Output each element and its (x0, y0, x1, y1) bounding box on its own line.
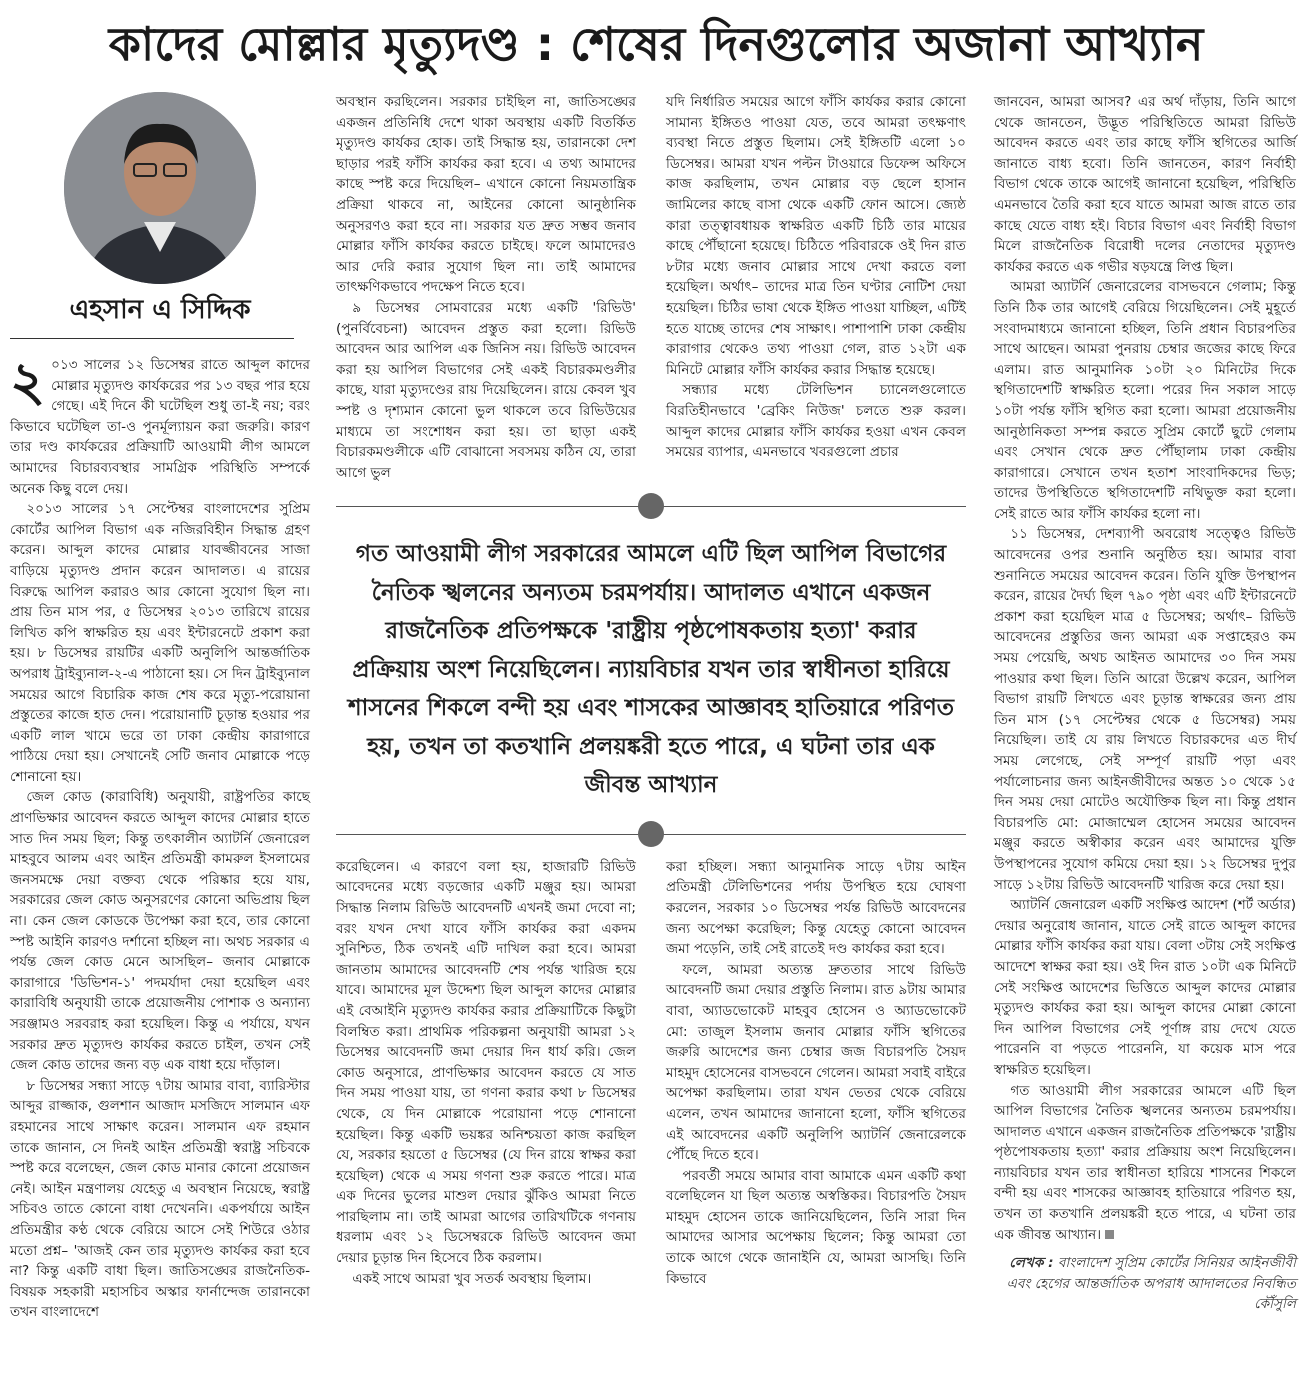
paragraph: যদি নির্ধারিত সময়ের আগে ফাঁসি কার্যকর করার কোনো সামান্য ইঙ্গিতও পাওয়া যেত, তবে আমরা তৎক্ষণাৎ ব্যবস্থা নিতে প্রস্তুত ছিলাম। সেই ইঙ্গিতটি এলো ১০ ডিসেম্বর। আমরা যখন পল্টন টাওয়ারে ডিফেন্স অফিসে কাজ করছিলাম, তখন মোল্লার বড় ছেলে হাসান জামিলের কাছে বাসা থেকে একটি ফোন আসে। জ্যেষ্ঠ কারা তত্ত্বাবধায়ক স্বাক্ষরিত একটি চিঠি তার মায়ের কাছে পৌঁছানো হয়েছে। চিঠিতে পরিবারকে ওই দিন রাত ৮টার মধ্যে জনাব মোল্লার সাথে দেখা করতে বলা হয়েছিল। অর্থাৎ– তাদের মাত্র তিন ঘণ্টার নোটিশ দেয়া হয়েছিল। চিঠির ভাষা থেকে ইঙ্গিত পাওয়া যাচ্ছিল, এটিই হতে যাচ্ছে তাদের শেষ সাক্ষাৎ। পাশাপাশি ঢাকা কেন্দ্রীয় কারাগার থেকেও তথ্য পাওয়া গেল, রাত ১২টা এক মিনিটে মোল্লার ফাঁসি কার্যকর করার সিদ্ধান্ত হয়েছে। (666, 94, 966, 378)
author-divider (10, 338, 294, 339)
column-3-bottom (666, 857, 966, 1289)
column-2-bottom (336, 857, 636, 1289)
paragraph: ফলে, আমরা অত্যন্ত দ্রুততার সাথে রিভিউ আবেদনটি জমা দেয়ার প্রস্তুতি নিলাম। রাত ৯টায় আমার বাবা, অ্যাডভোকেট মাহবুব হোসেন ও অ্যাডভোকেট মো: তাজুল ইসলাম জনাব মোল্লার ফাঁসি স্থগিতের জরুরি আদেশের জন্য চেম্বার জজ বিচারপতি সৈয়দ মাহমুদ হোসেনের বাসভবনে গেলেন। আমরা সবাই বাইরে অপেক্ষা করছিলাম। তারা যখন ভেতর থেকে বেরিয়ে এলেন, তখন আমাদের জানানো হলো, ফাঁসি স্থগিতের এই আবেদনের একটি অনুলিপি অ্যাটর্নি জেনারেলকে পৌঁছে দিতে হবে। (666, 961, 966, 1164)
drop-cap: ২ (10, 350, 46, 413)
paragraph: সন্ধ্যার মধ্যে টেলিভিশন চ্যানেলগুলোতে বিরতিহীনভাবে 'ব্রেকিং নিউজ' চলতে শুরু করল। আব্দুল কাদের মোল্লার ফাঁসি কার্যকর হওয়া এখন কেবল সময়ের ব্যাপার, এমনভাবে খবরগুলো প্রচার (666, 382, 966, 461)
paragraph: একই সাথে আমরা খুব সতর্ক অবস্থায় ছিলাম। (352, 1270, 592, 1287)
quote-divider-bottom (336, 821, 966, 847)
paragraph: ১১ ডিসেম্বর, দেশব্যাপী অবরোধ সত্ত্বেও রিভিউ আবেদনের ওপর শুনানি অনুষ্ঠিত হয়। আমার বাবা শুনানিতে সময়ের আবেদন করেন। তিনি যুক্তি উপস্থাপন করেন, রায়ের দৈর্ঘ্য ছিল ৭৯০ পৃষ্ঠা এবং এটি ইন্টারনেটে প্রকাশ করা হয়েছিল মাত্র ৫ ডিসেম্বর; অর্থাৎ– রিভিউ আবেদনের প্রস্তুতির জন্য আমরা এক সপ্তাহেরও কম সময় পেয়েছি, অথচ আইনত আমাদের ৩০ দিন সময় পাওয়ার কথা ছিল। তিনি আরো উল্লেখ করেন, আপিল বিভাগ রায়টি লিখতে এবং চূড়ান্ত স্বাক্ষরের জন্য প্রায় তিন মাস (১৭ সেপ্টেম্বর থেকে ৫ ডিসেম্বর) সময় নিয়েছিল। তাই যে রায় লিখতে বিচারকদের এত দীর্ঘ সময় লেগেছে, সেই সম্পূর্ণ রায়টি পড়া এবং পর্যালোচনার জন্য আইনজীবীদের অন্তত ১০ থেকে ১৫ দিন সময় দেয়া মোটেও অযৌক্তিক ছিল না। কিন্তু প্রধান বিচারপতি মো: মোজাম্মেল হোসেন সময়ের আবেদন মঞ্জুর করতে অস্বীকার করেন এবং আমাদের যুক্তি উপস্থাপনের সুযোগ কমিয়ে দেয়া হয়। ১২ ডিসেম্বর দুপুর সাড়ে ১২টায় রিভিউ আবেদনটি খারিজ করে দেয়া হয়। (994, 526, 1296, 893)
end-mark-icon (1105, 1230, 1114, 1239)
paragraph: আমরা অ্যাটর্নি জেনারেলের বাসভবনে গেলাম; কিন্তু তিনি ঠিক তার আগেই বেরিয়ে গিয়েছিলেন। সেই মুহূর্তে সংবাদমাধ্যমে জানানো হচ্ছিল, তিনি প্রধান বিচারপতির সাথে আছেন। আমরা পুনরায় চেম্বার জজের কাছে ফিরে এলাম। রাত আনুমানিক ১০টা ২০ মিনিটের দিকে স্থগিতাদেশটি স্বাক্ষরিত হলো। পরের দিন সকাল সাড়ে ১০টা পর্যন্ত ফাঁসি স্থগিত করা হলো। আমরা প্রয়োজনীয় আনুষ্ঠানিকতা সম্পন্ন করতে সুপ্রিম কোর্টে ছুটে গেলাম এবং সেখান থেকে দ্রুত পৌঁছালাম ঢাকা কেন্দ্রীয় কারাগারে। সেখানে তখন হতাশ সাংবাদিকদের ভিড়; তাদের উপস্থিতিতে স্থগিতাদেশটি নথিভুক্ত করা হলো। সেই রাতে আর ফাঁসি কার্যকর হলো না। (994, 279, 1296, 522)
paragraph: জানবেন, আমরা আসব? এর অর্থ দাঁড়ায়, তিনি আগে থেকে জানতেন, উদ্ভূত পরিস্থিতিতে আমরা রিভিউ আবেদন করতে এবং তার কাছে ফাঁসি স্থগিতের আর্জি জানাতে বাধ্য হবো। তিনি জানতেন, কারণ নির্বাহী বিভাগ থেকে তাকে আগেই জানানো হয়েছিল, পরিস্থিতি এমনভাবে তৈরি করা হবে যাতে আমরা আজ রাতে তার কাছে যেতে বাধ্য হই। বিচার বিভাগ এবং নির্বাহী বিভাগ মিলে রাজনৈতিক বিরোধী দলের নেতাদের মৃত্যুদণ্ড কার্যকর করতে এক গভীর ষড়যন্ত্রে লিপ্ত ছিল। (994, 94, 1296, 275)
quote-dot-top (638, 493, 664, 519)
middle-bottom-row (336, 857, 966, 1289)
paragraph: ২০১৩ সালের ১৭ সেপ্টেম্বর বাংলাদেশের সুপ্রিম কোর্টের আপিল বিভাগ এক নজিরবিহীন সিদ্ধান্ত গ্রহণ করেন। আব্দুল কাদের মোল্লার যাবজ্জীবনের সাজা বাড়িয়ে মৃত্যুদণ্ড প্রদান করেন আদালত। এ রায়ের বিরুদ্ধে আপিল করারও আর কোনো সুযোগ ছিল না। প্রায় তিন মাস পর, ৫ ডিসেম্বর ২০১৩ তারিখে রায়ের লিখিত কপি স্বাক্ষরিত হয় এবং ইন্টারনেটে প্রকাশ করা হয়। ৮ ডিসেম্বর রায়টির একটি অনুলিপি আন্তর্জাতিক অপরাধ ট্রাইব্যুনাল-২-এ পাঠানো হয়। সে দিন ট্রাইব্যুনাল সময়ের আগে বিচারিক কাজ শেষ করে মৃত্যু-পরোয়ানা প্রস্তুতের কাজে হাত দেন। পরোয়ানাটি চূড়ান্ত হওয়ার পর একটি লাল খামে ভরে তা ঢাকা কেন্দ্রীয় কারাগারে পাঠিয়ে দেয়া হয়। সেখানেই সেটি জনাব মোল্লাকে পড়ে শোনানো হয়। (10, 501, 310, 785)
paragraph: ২ ০১৩ সালের ১২ ডিসেম্বর রাতে আব্দুল কাদের মোল্লার মৃত্যুদণ্ড কার্যকরের পর ১৩ বছর পার হয়ে গেছে। এই দিনে কী ঘটেছিল শুধু তা-ই নয়; বরং কিভাবে ঘটেছিল তা-ও পুনর্মূল্যায়ন করা জরুরি। কারণ তার দণ্ড কার্যকরের প্রক্রিয়াটি আওয়ামী লীগ আমলে আমাদের বিচারব্যবস্থার সামগ্রিক পরিস্থিতি সম্পর্কে অনেক কিছু বলে দেয়। (10, 350, 310, 497)
paragraph: গত আওয়ামী লীগ সরকারের আমলে এটি ছিল আপিল বিভাগের নৈতিক স্খলনের অন্যতম চরমপর্যায়। আদালত এখানে একজন রাজনৈতিক প্রতিপক্ষকে 'রাষ্ট্রীয় পৃষ্ঠপোষকতায় হত্যা' করার প্রক্রিয়ায় অংশ নিয়েছিলেন। ন্যায়বিচার যখন তার স্বাধীনতা হারিয়ে শাসনের শিকলে বন্দী হয় এবং শাসকের আজ্ঞাবহ হাতিয়ারে পরিণত হয়, তখন তা কতখানি প্রলয়ঙ্করী হতে পারে, এ ঘটনা তার এক জীবন্ত আখ্যান। (994, 1082, 1296, 1243)
byline-label: লেখক : (1009, 1255, 1054, 1272)
middle-top-row (336, 92, 966, 483)
column-2-top (336, 92, 636, 483)
byline-text: বাংলাদেশ সুপ্রিম কোর্টের সিনিয়র আইনজীবী এবং হেগের আন্তর্জাতিক অপরাধ আদালতের নিবন্ধিত কৌঁসুলি (1006, 1255, 1296, 1313)
paragraph: জেল কোড (কারাবিধি) অনুযায়ী, রাষ্ট্রপতির কাছে প্রাণভিক্ষার আবেদন করতে আব্দুল কাদের মোল্লার হাতে সাত দিন সময় ছিল; কিন্তু তৎকালীন অ্যাটর্নি জেনারেল মাহবুবে আলম এবং আইন প্রতিমন্ত্রী কামরুল ইসলামের জনসমক্ষে দেয়া বক্তব্য থেকে পরিষ্কার হয়ে যায়, সরকারের জেল কোড অনুসরণের কোনো অভিপ্রায় ছিল না। কেন জেল কোডকে উপেক্ষা করা হবে, তার কোনো স্পষ্ট আইনি কারণও দর্শানো হচ্ছিল না। অথচ সরকার এ পর্যন্ত জেল কোড মেনে আসছিল– জনাব মোল্লাকে কারাগারে 'ডিভিশন-১' পদমর্যাদা দেয়া হয়েছিল এবং কারাবিধি অনুযায়ী তাকে প্রয়োজনীয় পোশাক ও অন্যান্য সরঞ্জামও সরবরাহ করা হয়েছিল। কিন্তু এ পর্যায়ে, যখন সরকার দ্রুত মৃত্যুদণ্ড কার্যকর করতে চাইল, তখন সেই জেল কোড তাদের জন্য বড় এক বাধা হয়ে দাঁড়াল। (10, 789, 310, 1074)
quote-dot-bottom (638, 821, 664, 847)
author-name: এহসান এ সিদ্দিক (69, 295, 251, 325)
article-body (0, 82, 1312, 1333)
paragraph: অবস্থান করছিলেন। সরকার চাইছিল না, জাতিসঙ্ঘের একজন প্রতিনিধি দেশে থাকা অবস্থায় একটি বিতর্কিত মৃত্যুদণ্ড কার্যকর হোক। তাই সিদ্ধান্ত হয়, তারানকো দেশ ছাড়ার পরই ফাঁসি কার্যকর করা হবে। এ তথ্য আমাদের কাছে স্পষ্ট করে দিয়েছিল– এখানে কোনো নিয়মতান্ত্রিক প্রক্রিয়া থাকবে না, আইনের কোনো আনুষ্ঠানিক অনুসরণও করা হবে না। সরকার যত দ্রুত সম্ভব জনাব মোল্লার ফাঁসি কার্যকর করতে চাইছে। ফলে আমাদেরও আর দেরি করার সুযোগ ছিল না। তাই আমাদের তাৎক্ষণিকভাবে পদক্ষেপ নিতে হবে। (336, 94, 636, 296)
paragraph: করা হচ্ছিল। সন্ধ্যা আনুমানিক সাড়ে ৭টায় আইন প্রতিমন্ত্রী টেলিভিশনের পর্দায় উপস্থিত হয়ে ঘোষণা করলেন, সরকার ১০ ডিসেম্বর পর্যন্ত রিভিউ আবেদনের জন্য অপেক্ষা করেছিল; কিন্তু যেহেতু কোনো আবেদন জমা পড়েনি, তাই সেই রাতেই দণ্ড কার্যকর করা হবে। (666, 858, 966, 958)
column-4 (994, 92, 1296, 1315)
quote-divider-top (336, 493, 966, 519)
paragraph: করেছিলেন। এ কারণে বলা হয়, হাজারটি রিভিউ আবেদনের মধ্যে বড়জোর একটি মঞ্জুর হয়। আমরা সিদ্ধান্ত নিলাম রিভিউ আবেদনটি এখনই জমা দেবো না; বরং যখন দেখা যাবে ফাঁসি কার্যকর করা একদম সুনিশ্চিত, ঠিক তখনই এটি দাখিল করা হবে। আমরা জানতাম আমাদের আবেদনটি শেষ পর্যন্ত খারিজ হয়ে যাবে। আমাদের মূল উদ্দেশ্য ছিল আব্দুল কাদের মোল্লার এই বেআইনি মৃত্যুদণ্ড কার্যকর করার প্রক্রিয়াটিকে কিছুটা বিলম্বিত করা। প্রাথমিক পরিকল্পনা অনুযায়ী আমরা ১২ ডিসেম্বর আবেদনটি জমা দেয়ার দিন ধার্য করি। জেল কোড অনুসারে, প্রাণভিক্ষার আবেদন করতে যে সাত দিন সময় পাওয়া যায়, তা গণনা করার কথা ৮ ডিসেম্বর থেকে, যে দিন মোল্লাকে পরোয়ানা পড়ে শোনানো হয়েছিল। কিন্তু একটি ভয়ঙ্কর অনিশ্চয়তা কাজ করছিল যে, সরকার হয়তো ৫ ডিসেম্বর (যে দিন রায়ে স্বাক্ষর করা হয়েছিল) থেকে এ সময় গণনা শুরু করতে পারে। মাত্র এক দিনের ভুলের মাশুল দেয়ার ঝুঁকিও আমরা নিতে পারছিলাম না। তাই আমরা আগের তারিখটিকে গণনায় ধরলাম এবং ১২ ডিসেম্বরকে রিভিউ আবেদন জমা দেয়ার চূড়ান্ত দিন হিসেবে ঠিক করলাম। (336, 858, 636, 1267)
paragraph: ৮ ডিসেম্বর সন্ধ্যা সাড়ে ৭টায় আমার বাবা, ব্যারিস্টার আব্দুর রাজ্জাক, গুলশান আজাদ মসজিদে সালমান এফ রহমানের সাথে সাক্ষাৎ করেন। সালমান এফ রহমান তাকে জানান, সে দিনই আইন প্রতিমন্ত্রী স্বরাষ্ট্র সচিবকে স্পষ্ট করে বলেছেন, জেল কোড মানার কোনো প্রয়োজন নেই। আইন মন্ত্রণালয় যেহেতু এ অবস্থান নিয়েছে, স্বরাষ্ট্র সচিবও তাতে কোনো বাধা দেখেননি। একপর্যায়ে আইন প্রতিমন্ত্রীর কণ্ঠ থেকে বেরিয়ে আসে সেই শিউরে ওঠার মতো প্রশ্ন– 'আজই কেন তার মৃত্যুদণ্ড কার্যকর করা হবে না? কিন্তু একটি বাধা ছিল। জাতিসঙ্ঘের রাজনৈতিক-বিষয়ক সহকারী মহাসচিব অস্কার ফার্নান্দেজ তারানকো তখন বাংলাদেশে (10, 1077, 310, 1321)
author-photo (64, 92, 256, 284)
headline: কাদের মোল্লার মৃত্যুদণ্ড : শেষের দিনগুলোর অজানা আখ্যান (108, 17, 1204, 71)
pull-quote: গত আওয়ামী লীগ সরকারের আমলে এটি ছিল আপিল বিভাগের নৈতিক স্খলনের অন্যতম চরমপর্যায়। আদালত এখানে একজন রাজনৈতিক প্রতিপক্ষকে 'রাষ্ট্রীয় পৃষ্ঠপোষকতায় হত্যা' করার প্রক্রিয়ায় অংশ নিয়েছিলেন। ন্যায়বিচার যখন তার স্বাধীনতা হারিয়ে শাসনের শিকলে বন্দী হয় এবং শাসকের আজ্ঞাবহ হাতিয়ারে পরিণত হয়, তখন তা কতখানি প্রলয়ঙ্করী হতে পারে, এ ঘটনা তার এক জীবন্ত আখ্যান (347, 541, 955, 799)
paragraph: ৯ ডিসেম্বর সোমবারের মধ্যে একটি 'রিভিউ' (পুনর্বিবেচনা) আবেদন প্রস্তুত করা হলো। রিভিউ আবেদন আর আপিল এক জিনিস নয়। রিভিউ আবেদন করা হয় আপিল বিভাগের সেই একই বিচারকমণ্ডলীর কাছে, যারা মৃত্যুদণ্ডের রায় দিয়েছিলেন। রায়ে কেবল খুব স্পষ্ট ও দৃশ্যমান কোনো ভুল থাকলে তবে রিভিউয়ের মাধ্যমে তা সংশোধন করা হয়। তা ছাড়া একই বিচারকমণ্ডলীকে এটি বোঝানো সবসময় কঠিন যে, তারা আগে ভুল (336, 299, 636, 481)
middle-section (336, 92, 966, 1289)
column-1 (10, 350, 310, 1323)
column-3-top (666, 92, 966, 463)
left-column (10, 92, 310, 1323)
author-portrait-icon (64, 92, 256, 284)
paragraph: পরবর্তী সময়ে আমার বাবা আমাকে এমন একটি কথা বলেছিলেন যা ছিল অত্যন্ত অস্বস্তিকর। বিচারপতি সৈয়দ মাহমুদ হোসেন তাকে জানিয়েছিলেন, তিনি সারা দিন আমাদের আসার অপেক্ষায় ছিলেন; কিন্তু আমরা তো তাকে আগে থেকে জানাইনি যে, আমরা আসছি। তিনি কিভাবে (666, 1167, 966, 1287)
author-byline (994, 1253, 1296, 1315)
paragraph: অ্যাটর্নি জেনারেল একটি সংক্ষিপ্ত আদেশ (শর্ট অর্ডার) দেয়ার অনুরোধ জানান, যাতে সেই রাতে আব্দুল কাদের মোল্লার ফাঁসি কার্যকর করা যায়। বেলা ৩টায় সেই সংক্ষিপ্ত আদেশে স্বাক্ষর করা হয়। ওই দিন রাত ১০টা এক মিনিটে সেই সংক্ষিপ্ত আদেশের ভিত্তিতে আব্দুল কাদের মোল্লার মৃত্যুদণ্ড কার্যকর করা হয়। আব্দুল কাদের মোল্লা কোনো দিন আপিল বিভাগের সেই পূর্ণাঙ্গ রায় দেখে যেতে পারেননি বা পড়তে পারেননি, যা কয়েক মাস পরে স্বাক্ষরিত হয়েছিল। (994, 897, 1296, 1078)
